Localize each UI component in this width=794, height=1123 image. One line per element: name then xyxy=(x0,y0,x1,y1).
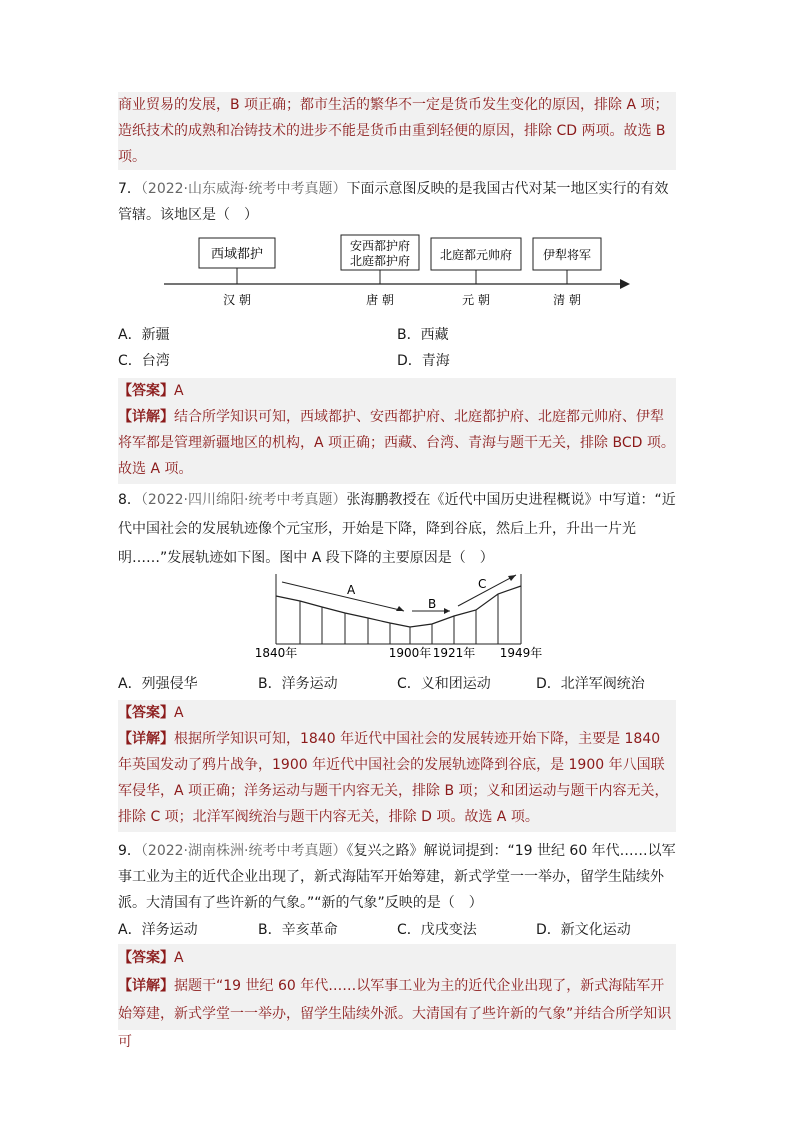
box-tang-label-2: 北庭都护府 xyxy=(349,254,411,268)
q8-answer-value: A xyxy=(174,705,184,721)
segment-a-arrowhead xyxy=(396,606,404,611)
q7-option-d[interactable]: D．青海 xyxy=(397,353,450,369)
question-8-text: 张海鹏教授在《近代中国历史进程概说》中写道：“近代中国社会的发展轨迹像个元宝形，开始是下降，降到谷底，然后上升，升出一片光明……”发展轨迹如下图。图中 A 段下降的主要原因是（ ） xyxy=(118,492,676,566)
question-9-source: （2022·湖南株洲·统考中考真题） xyxy=(140,843,347,859)
q9-explain-tag: 【详解】 xyxy=(118,978,174,994)
q8-explain-text: 根据所学知识可知，1840 年近代中国社会的发展转迹开始下降，主要是 1840 年英国发动了鸦片战争，1900 年近代中国社会的发展轨迹降到谷底，是 1900 年八国联军侵华，A 项正确；洋务运动与题干内容无关，排除 B 项；义和团运动与题干内容无关，排除 C 项；北洋军阀统治与题干内容无关，排除 D 项。故选 A 项。 xyxy=(118,731,669,825)
box-xiyu-label: 西域都护 xyxy=(210,247,264,262)
q8-answer-block xyxy=(118,700,676,832)
question-7-stem xyxy=(118,176,676,228)
q9-option-c[interactable]: C．戊戌变法 xyxy=(397,922,477,938)
q8-answer-tag: 【答案】 xyxy=(118,705,174,721)
question-8-source: （2022·四川绵阳·统考中考真题） xyxy=(140,492,347,508)
era-han: 汉 朝 xyxy=(223,293,251,307)
timeline-arrow xyxy=(620,279,630,289)
q9-answer xyxy=(118,944,676,972)
q7-answer-tag: 【答案】 xyxy=(118,383,174,399)
q9-option-a[interactable]: A．洋务运动 xyxy=(118,922,198,938)
segment-c-label: C xyxy=(478,577,487,591)
q7-explanation xyxy=(118,404,676,482)
q7-explain-text: 结合所学知识可知，西域都护、安西都护府、北庭都护府、北庭都元帅府、伊犁将军都是管理新疆地区的机构，A 项正确；西藏、台湾、青海与题干无关，排除 BCD 项。故选 A 项。 xyxy=(118,409,675,477)
q9-option-b[interactable]: B．辛亥革命 xyxy=(258,922,338,938)
q8-option-d[interactable]: D．北洋军阀统治 xyxy=(536,676,645,692)
era-tang: 唐 朝 xyxy=(366,293,394,307)
q9-option-d[interactable]: D．新文化运动 xyxy=(536,922,631,938)
segment-b-label: B xyxy=(428,597,437,611)
year-1921: 1921年 xyxy=(432,646,476,660)
question-8-figure xyxy=(0,568,794,663)
q7-answer xyxy=(118,378,676,404)
q7-explain-tag: 【详解】 xyxy=(118,409,174,425)
year-1840: 1840年 xyxy=(254,646,298,660)
segment-b-arrowhead xyxy=(444,608,450,614)
q8-option-c[interactable]: C．义和团运动 xyxy=(397,676,491,692)
segment-a-label: A xyxy=(347,583,356,597)
segment-c-arrowhead xyxy=(508,575,516,581)
q9-answer-value: A xyxy=(174,950,184,966)
question-7-diagram xyxy=(0,232,794,322)
era-qing: 清 朝 xyxy=(553,293,581,307)
q9-answer-tag: 【答案】 xyxy=(118,950,174,966)
question-8-number: 8． xyxy=(118,492,141,508)
year-1949: 1949年 xyxy=(499,646,543,660)
question-8-stem xyxy=(118,486,676,573)
question-9-stem xyxy=(118,838,676,916)
box-qing-label: 伊犁将军 xyxy=(542,248,592,262)
q9-answer-block xyxy=(118,944,676,1050)
q7-option-a[interactable]: A．新疆 xyxy=(118,327,170,343)
q9-explain-text: 据题干“19 世纪 60 年代……以军事工业为主的近代企业出现了，新式海陆军开始筹建，新式学堂一一举办，留学生陆续外派。大清国有了些许新的气象”并结合所学知识可 xyxy=(118,978,672,1050)
box-tang-label-1: 安西都护府 xyxy=(349,239,411,253)
q7-option-c[interactable]: C．台湾 xyxy=(118,353,170,369)
q9-explanation xyxy=(118,972,676,1056)
vertical-lines xyxy=(300,594,498,644)
box-yuan-label: 北庭都元帅府 xyxy=(439,248,513,262)
era-yuan: 元 朝 xyxy=(462,293,490,307)
year-1900: 1900年 xyxy=(388,646,432,660)
q7-answer-block xyxy=(118,378,676,484)
q7-answer-value: A xyxy=(174,383,184,399)
q8-option-a[interactable]: A．列强侵华 xyxy=(118,676,198,692)
prev-explanation xyxy=(118,92,676,170)
q8-explain-tag: 【详解】 xyxy=(118,731,174,747)
q8-answer xyxy=(118,700,676,726)
q7-option-b[interactable]: B．西藏 xyxy=(397,327,449,343)
prev-explanation-text: 商业贸易的发展，B 项正确；都市生活的繁华不一定是货币发生变化的原因，排除 A 项；造纸技术的成熟和冶铸技术的进步不能是货币由重到轻便的原因，排除 CD 两项。故选 B 项。 xyxy=(118,97,669,165)
question-7-source: （2022·山东威海·统考中考真题） xyxy=(140,181,347,197)
q8-option-b[interactable]: B．洋务运动 xyxy=(258,676,338,692)
q8-explanation xyxy=(118,726,676,830)
question-9-number: 9． xyxy=(118,843,141,859)
question-9-text: 《复兴之路》解说词提到：“19 世纪 60 年代……以军事工业为主的近代企业出现了，新式海陆军开始筹建，新式学堂一一举办，留学生陆续外派。大清国有了些许新的气象。”“新的气象”反映的是（ ） xyxy=(118,843,676,911)
question-7-number: 7． xyxy=(118,181,141,197)
question-7-text: 下面示意图反映的是我国古代对某一地区实行的有效管辖。该地区是（ ） xyxy=(118,181,669,223)
